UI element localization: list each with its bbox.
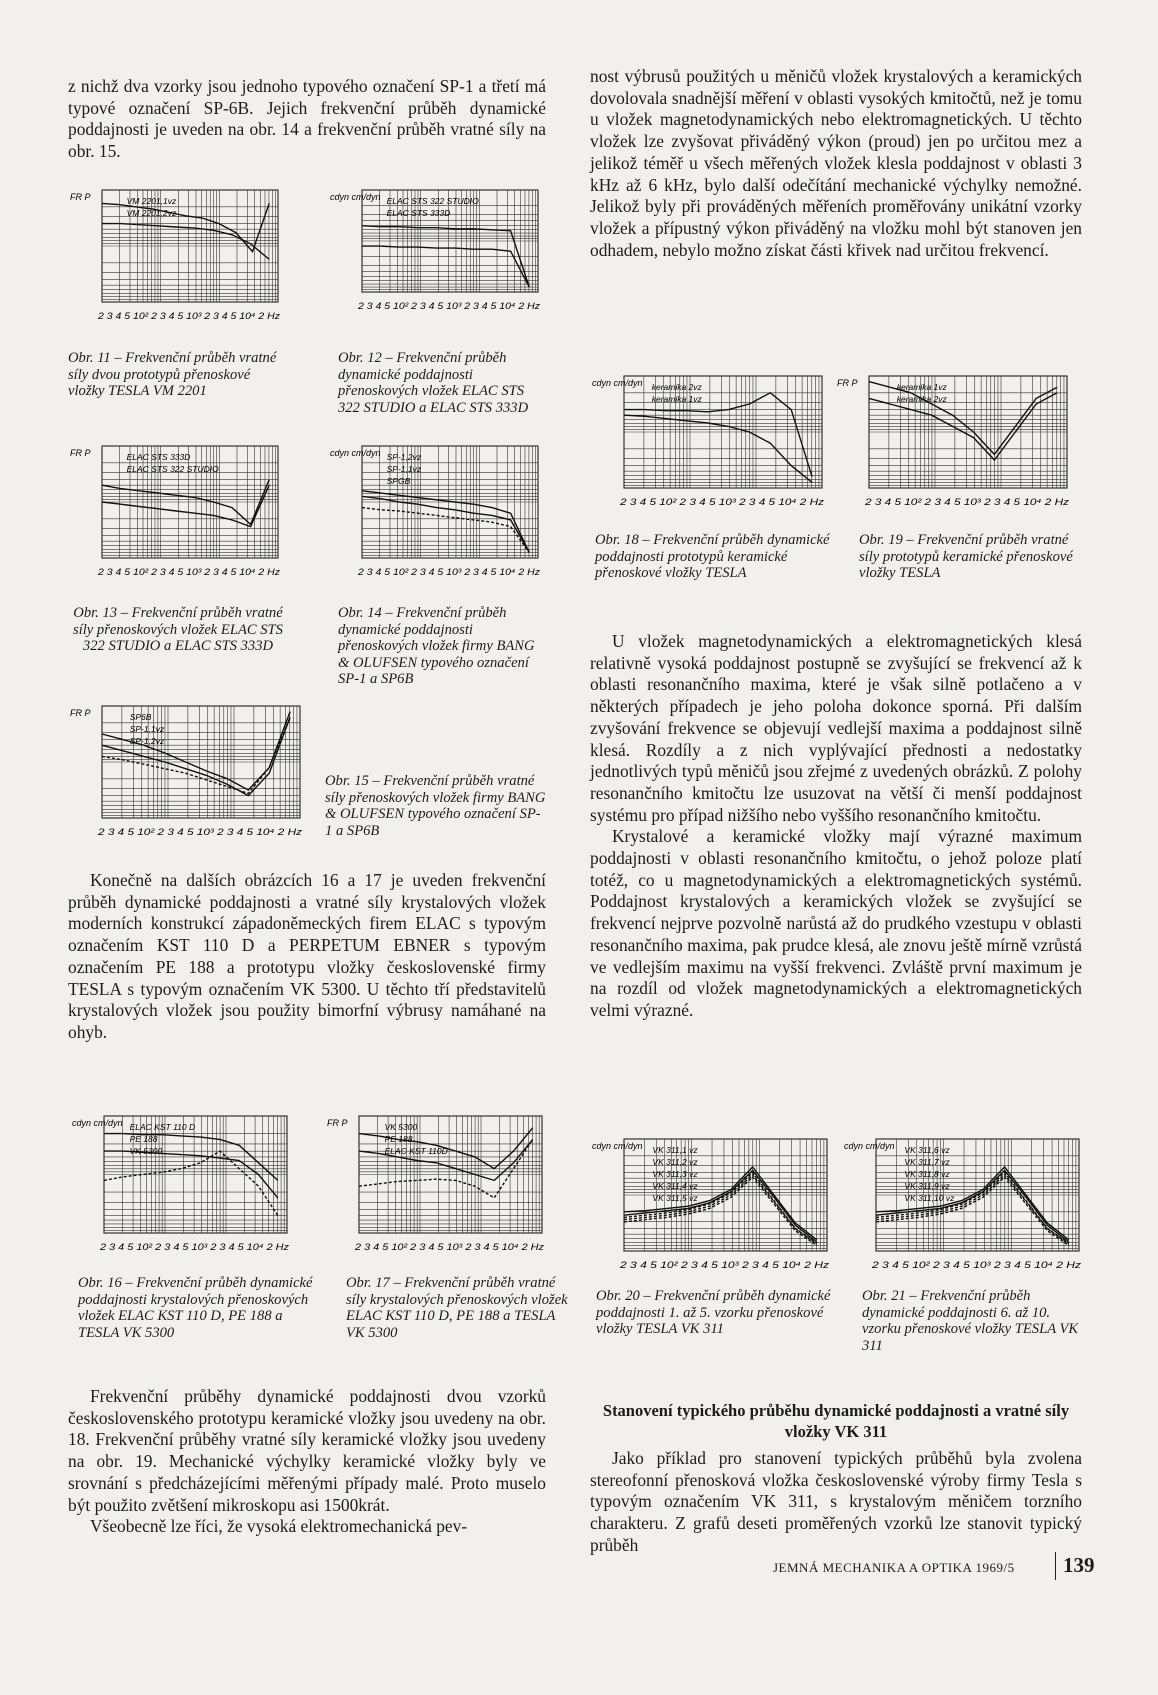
graph-xticks: 2 3 4 5 10² 2 3 4 5 10³ 2 3 4 5 10⁴ 2 Hz: [618, 1260, 830, 1270]
curve-label: ELAC STS 322 STUDIO: [386, 196, 479, 206]
graph-ylabel: FR P: [70, 708, 91, 718]
graph-xticks: 2 3 4 5 10² 2 3 4 5 10³ 2 3 4 5 10⁴ 2 Hz: [98, 1242, 290, 1252]
paragraph: z nichž dva vzorky jsou jednoho typového označení SP-1 a třetí má typové označení SP-6B. Jejich frekvenční průběh dynamické poddajnosti je uveden na obr. 14 a frekvenční průběh vratné síly na obr. 15.: [68, 76, 546, 162]
paragraph: Jako příklad pro stanovení typických průběhů byla zvolena stereofonní přenosková vložka československé výroby firmy Tesla s typovým označením VK 311, s krystalovým měničem torzního charakteru. Z grafů deseti proměřených vzorků lze stanovit typický průběh: [590, 1448, 1082, 1555]
graph-ylabel: cdyn cm/dyn: [592, 378, 643, 388]
graph-svg: [68, 440, 286, 580]
graph-ylabel: FR P: [327, 1118, 348, 1128]
curve-label: VK 5300: [129, 1146, 163, 1156]
figure-14: [328, 440, 546, 580]
figure-16: [70, 1110, 295, 1255]
graph-ylabel: FR P: [837, 378, 858, 388]
graph-xticks: 2 3 4 5 10² 2 3 4 5 10³ 2 3 4 5 10⁴ 2 Hz: [618, 497, 825, 507]
curve-label: VK 311,5 vz: [652, 1193, 698, 1203]
graph-svg: [590, 1133, 835, 1273]
curve-label: ELAC STS 333D: [386, 208, 451, 218]
caption-19: Obr. 19 – Frekvenční průběh vratné síly prototypů keramické přenoskové vložky TESLA: [859, 532, 1073, 582]
figure-11: [68, 184, 286, 324]
figure-19: [835, 370, 1075, 510]
graph-ylabel: FR P: [70, 448, 91, 458]
caption-16: Obr. 16 – Frekvenční průběh dynamické poddajnosti krystalových přenoskových vložek ELAC KST 110 D, PE 188 a TESLA VK 5300: [78, 1275, 313, 1341]
graph-curve: [869, 382, 1057, 455]
figure-13: [68, 440, 286, 580]
graph-svg: [328, 184, 546, 314]
curve-label: ELAC KST 110 D: [129, 1122, 196, 1132]
left-text-bottom: [68, 1386, 546, 1538]
figure-21: [842, 1133, 1087, 1273]
curve-label: SP-1,2vz: [386, 452, 422, 462]
caption-12: Obr. 12 – Frekvenční průběh dynamické poddajnosti přenoskových vložek ELAC STS 322 STUDIO a ELAC STS 333D: [338, 350, 529, 416]
graph-svg: [842, 1133, 1087, 1273]
right-text-top: [590, 66, 1082, 261]
left-text-mid: [68, 870, 546, 1044]
graph-ylabel: cdyn cm/dyn: [844, 1141, 895, 1151]
graph-ylabel: FR P: [70, 192, 91, 202]
graph-svg: [68, 184, 286, 324]
right-text-bottom: [590, 1448, 1082, 1557]
paragraph: Konečně na dalších obrázcích 16 a 17 je uveden frekvenční průběh dynamické poddajnosti a vratné síly krystalových vložek moderních konstrukcí západoněmeckých firem ELAC s typovým označením KST 110 D a PERPETUM EBNER s typovým označením PE 188 a prototypu vložky československé firmy TESLA s typovým označením VK 5300. U těchto tří představitelů krystalových vložek jsou použity bimorfní výbrusy namáhané na ohyb.: [68, 870, 546, 1042]
graph-xticks: 2 3 4 5 10² 2 3 4 5 10³ 2 3 4 5 10⁴ 2 Hz: [96, 827, 303, 837]
graph-xticks: 2 3 4 5 10² 2 3 4 5 10³ 2 3 4 5 10⁴ 2 Hz: [353, 1242, 545, 1252]
right-text-mid: [590, 631, 1082, 1022]
curve-label: PE 188: [384, 1134, 413, 1144]
graph-xticks: 2 3 4 5 10² 2 3 4 5 10³ 2 3 4 5 10⁴ 2 Hz: [96, 567, 281, 577]
curve-label: VK 311,4 vz: [652, 1181, 698, 1191]
curve-label: VK 5300: [384, 1122, 418, 1132]
curve-label: ELAC STS 322 STUDIO: [126, 464, 219, 474]
curve-label: VK 311,2 vz: [652, 1157, 698, 1167]
graph-curve: [362, 496, 529, 552]
curve-label: VK 311,3 vz: [652, 1169, 698, 1179]
curve-label: VM 2201,1vz: [126, 196, 177, 206]
curve-label: ELAC KST 110D: [384, 1146, 448, 1156]
curve-label: VK 311,10 vz: [904, 1193, 955, 1203]
page-number: 139: [1063, 1553, 1095, 1577]
graph-grid: [102, 446, 278, 558]
graph-grid: [624, 376, 822, 488]
graph-svg: [70, 1110, 295, 1255]
graph-xticks: 2 3 4 5 10² 2 3 4 5 10³ 2 3 4 5 10⁴ 2 Hz: [356, 301, 541, 311]
graph-svg: [835, 370, 1075, 510]
graph-grid: [869, 376, 1067, 488]
graph-svg: [590, 370, 830, 510]
curve-label: keramika 1vz: [896, 382, 947, 392]
footer-divider: [1055, 1552, 1056, 1580]
curve-label: SP-1,1vz: [129, 724, 165, 734]
figure-18: [590, 370, 830, 510]
graph-curve: [104, 1151, 278, 1215]
graph-curve: [102, 485, 269, 526]
caption-21: Obr. 21 – Frekvenční průběh dynamické poddajnosti 6. až 10. vzorku přenoskové vložky TESLA VK 311: [862, 1288, 1079, 1354]
graph-ylabel: cdyn cm/dyn: [330, 192, 381, 202]
graph-ylabel: cdyn cm/dyn: [592, 1141, 643, 1151]
graph-xticks: 2 3 4 5 10² 2 3 4 5 10³ 2 3 4 5 10⁴ 2 Hz: [96, 311, 281, 321]
figure-12: [328, 184, 546, 314]
curve-label: VK 311,1 vz: [652, 1145, 698, 1155]
curve-label: VK 311,9 vz: [904, 1181, 950, 1191]
curve-label: keramika 2vz: [651, 382, 702, 392]
graph-svg: [68, 700, 308, 840]
curve-label: VK 311,8 vz: [904, 1169, 950, 1179]
journal-footer: JEMNÁ MECHANIKA A OPTIKA 1969/5: [773, 1560, 1015, 1575]
paragraph: Krystalové a keramické vložky mají výrazné maximum poddajnosti v oblasti resonančního kmitočtu, o jehož poloze platí totéž, co u magnetodynamických a elektromagnetických systémů. Poddajnost krystalových a keramických vložek se zvyšující se frekvencí nejprve pozvolně narůstá až do prudkého vzestupu v oblasti resonančního maxima, pak prudce klesá, ale znovu ještě mírně vzrůstá ve vedlejším maximu na vyšší frekvenci. Zvláště první maximum je na rozdíl od vložek magnetodynamických a elektromagnetických velmi výrazné.: [590, 826, 1082, 1020]
caption-11: Obr. 11 – Frekvenční průběh vratné síly dvou prototypů přenoskové vložky TESLA VM 2201: [68, 350, 277, 400]
graph-curve: [624, 393, 812, 477]
paragraph: Všeobecně lze říci, že vysoká elektromechanická pev-: [90, 1516, 468, 1537]
figure-20: [590, 1133, 835, 1273]
caption-14: Obr. 14 – Frekvenční průběh dynamické poddajnosti přenoskových vložek firmy BANG & OLUFSEN typového označení SP-1 a SP6B: [338, 605, 535, 688]
graph-xticks: 2 3 4 5 10² 2 3 4 5 10³ 2 3 4 5 10⁴ 2 Hz: [870, 1260, 1082, 1270]
curve-label: VK 311,6 vz: [904, 1145, 950, 1155]
graph-grid: [102, 190, 278, 302]
graph-svg: [325, 1110, 550, 1255]
graph-svg: [328, 440, 546, 580]
caption-13: Obr. 13 – Frekvenční průběh vratné síly přenoskových vložek ELAC STS 322 STUDIO a ELAC STS 333D: [73, 605, 283, 655]
curve-label: SP-1,1vz: [386, 464, 422, 474]
caption-20: Obr. 20 – Frekvenční průběh dynamické poddajnosti 1. až 5. vzorku přenoskové vložky TESLA VK 311: [596, 1288, 831, 1338]
curve-label: keramika 2vz: [896, 394, 947, 404]
paragraph: Frekvenční průběhy dynamické poddajnosti dvou vzorků československého prototypu keramické vložky jsou uvedeny na obr. 18. Frekvenční průběhy vratné síly keramické vložky jsou uvedeny na obr. 19. Mechanické výchylky keramické vložky byly ve srovnání s předcházejícími měřenými případy malé. Proto muselo být použito zvětšení mikroskopu asi 1500krát.: [68, 1386, 546, 1515]
curve-label: SPGB: [386, 476, 411, 486]
curve-label: keramika 1vz: [651, 394, 702, 404]
curve-label: VK 311,7 vz: [904, 1157, 950, 1167]
curve-label: PE 188: [129, 1134, 158, 1144]
left-text-top: [68, 76, 546, 163]
curve-label: ELAC STS 333D: [126, 452, 191, 462]
paragraph: nost výbrusů použitých u měničů vložek krystalových a keramických dovolovala snadnější měření v oblasti vysokých kmitočtů, než je tomu u vložek magnetodynamických nebo elektromagnetických. U těchto vložek lze zvyšovat přiváděný výkon (proud) jen po určitou mez a jelikož téměř u všech měřených vložek klesla poddajnost v oblasti 3 kHz až 6 kHz, bylo další odečítání mechanické výchylky nemožné. Jelikož byly při prováděných měřeních proměřovány unikátní vzorky vložek a přípustný výkon přiváděný na vložku mohl být stanoven jen odhadem, nebylo možno získat části křivek nad určitou frekvencí.: [590, 66, 1082, 260]
caption-18: Obr. 18 – Frekvenční průběh dynamické poddajnosti prototypů keramické přenoskové vložky TESLA: [595, 532, 830, 582]
curve-label: SP6B: [129, 712, 152, 722]
curve-label: SP-1,2vz: [129, 736, 165, 746]
section-heading: Stanovení typického průběhu dynamické poddajnosti a vratné síly vložky VK 311: [602, 1401, 1070, 1441]
figure-15: [68, 700, 308, 840]
caption-15: Obr. 15 – Frekvenční průběh vratné síly přenoskových vložek firmy BANG & OLUFSEN typového označení SP-1 a SP6B: [325, 773, 546, 839]
graph-ylabel: cdyn cm/dyn: [72, 1118, 123, 1128]
curve-label: VM 2201,2vz: [126, 208, 177, 218]
caption-17: Obr. 17 – Frekvenční průběh vratné síly krystalových přenoskových vložek ELAC KST 110 D, PE 188 a TESLA VK 5300: [346, 1275, 568, 1341]
graph-xticks: 2 3 4 5 10² 2 3 4 5 10³ 2 3 4 5 10⁴ 2 Hz: [356, 567, 541, 577]
paragraph: U vložek magnetodynamických a elektromagnetických klesá relativně vysoká poddajnost postupně se zvyšující se frekvencí až k oblasti resonančního maxima, které je však silně potlačeno a v některých případech je jeho poloha dokonce sporná. Při dalším zvyšování frekvence se objevují vedlejší maxima a poddajnost silně klesá. Rozdíly a z nich vyplývající přednosti a nedostatky jednotlivých typů měničů jsou zřejmé z uvedených obrázků. Z polohy resonančního kmitočtu lze usuzovat na větší či menší poddajnost systému pro případ nižšího nebo vyššího resonančního kmitočtu.: [590, 631, 1082, 825]
graph-xticks: 2 3 4 5 10² 2 3 4 5 10³ 2 3 4 5 10⁴ 2 Hz: [863, 497, 1070, 507]
graph-ylabel: cdyn cm/dyn: [330, 448, 381, 458]
figure-17: [325, 1110, 550, 1255]
